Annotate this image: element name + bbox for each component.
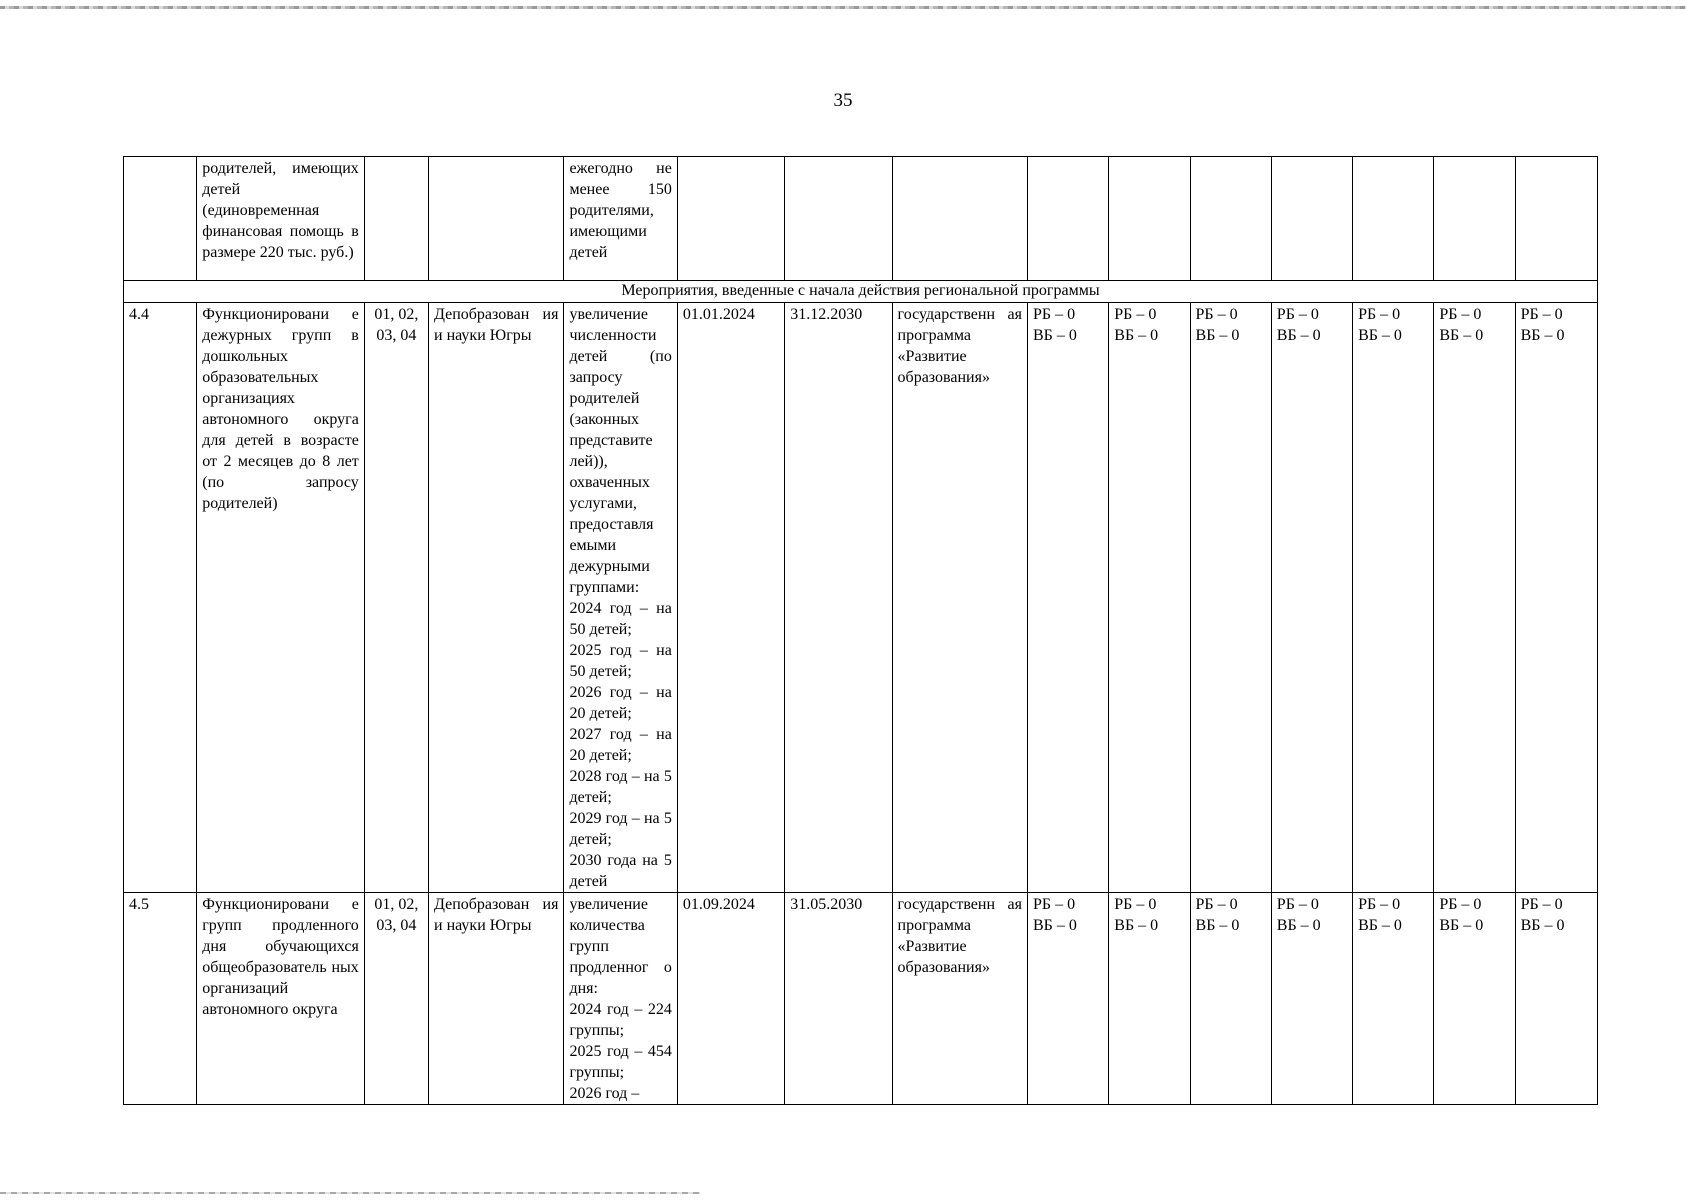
cell-funding	[1515, 157, 1597, 281]
state-program: государственн ая программа «Развитие образования»	[892, 893, 1027, 1105]
row-number: 4.4	[124, 303, 197, 893]
indicator	[564, 303, 677, 893]
funding-rb: РБ – 0	[1276, 306, 1319, 323]
funding-rb: РБ – 0	[1520, 896, 1563, 913]
funding-vb: ВБ – 0	[1520, 327, 1565, 344]
indicator-item: 2030 года на 5 детей	[569, 852, 672, 890]
funding-vb: ВБ – 0	[1276, 917, 1321, 934]
funding-vb: ВБ – 0	[1195, 917, 1240, 934]
indicator-intro: увеличение численности детей (по запросу родителей (законных представите лей)), охваченных услугами, предоставля емыми дежурными группами:	[569, 306, 672, 596]
indicator-item: 2024 год – 224 группы;	[569, 1001, 672, 1039]
funding-cell	[1515, 893, 1597, 1105]
cell-num	[124, 157, 197, 281]
funding-cell	[1271, 303, 1352, 893]
cell-funding	[1190, 157, 1271, 281]
funding-cell	[1109, 893, 1190, 1105]
cell-start	[677, 157, 784, 281]
cell-funding	[1028, 157, 1109, 281]
funding-rb: РБ – 0	[1358, 306, 1401, 323]
funding-rb: РБ – 0	[1114, 306, 1157, 323]
indicator-item: 2024 год – на 50 детей;	[569, 600, 672, 638]
funding-cell	[1353, 303, 1434, 893]
funding-cell	[1028, 893, 1109, 1105]
indicator	[564, 893, 677, 1105]
funding-cell	[1434, 303, 1515, 893]
row-number: 4.5	[124, 893, 197, 1105]
start-date: 01.09.2024	[677, 893, 784, 1105]
funding-vb: ВБ – 0	[1195, 327, 1240, 344]
funding-vb: ВБ – 0	[1276, 327, 1321, 344]
cell-program	[892, 157, 1027, 281]
funding-cell	[1434, 893, 1515, 1105]
carry-over-row	[124, 157, 1598, 281]
section-header: Мероприятия, введенные с начала действия региональной программы	[124, 281, 1598, 303]
funding-rb: РБ – 0	[1114, 896, 1157, 913]
indicator-item: 2026 год – на 20 детей;	[569, 684, 672, 722]
funding-rb: РБ – 0	[1439, 896, 1482, 913]
executor: Депобразован ия и науки Югры	[429, 893, 564, 1105]
table-row	[124, 893, 1598, 1105]
funding-rb: РБ – 0	[1195, 306, 1238, 323]
funding-cell	[1515, 303, 1597, 893]
start-date: 01.01.2024	[677, 303, 784, 893]
task-codes: 01, 02, 03, 04	[364, 303, 428, 893]
cell-funding	[1353, 157, 1434, 281]
funding-rb: РБ – 0	[1033, 306, 1076, 323]
activity-name: Функционировани е групп продленного дня обучающихся общеобразователь ных организаций автономного округа	[197, 893, 365, 1105]
activity-name: Функционировани е дежурных групп в дошкольных образовательных организациях автономного округа для детей в возрасте от 2 месяцев до 8 лет (по запросу родителей)	[197, 303, 365, 893]
funding-cell	[1271, 893, 1352, 1105]
task-codes: 01, 02, 03, 04	[364, 893, 428, 1105]
cell-end	[785, 157, 892, 281]
funding-rb: РБ – 0	[1195, 896, 1238, 913]
funding-vb: ВБ – 0	[1114, 917, 1159, 934]
cell-name: родителей, имеющих детей (единовременная финансовая помощь в размере 220 тыс. руб.)	[197, 157, 365, 281]
funding-vb: ВБ – 0	[1033, 327, 1077, 344]
indicator-item: 2028 год – на 5 детей;	[569, 768, 672, 806]
indicator-item: 2027 год – на 20 детей;	[569, 726, 672, 764]
cell-codes	[364, 157, 428, 281]
cell-executor	[429, 157, 564, 281]
scan-edge-top	[0, 6, 1686, 9]
funding-rb: РБ – 0	[1439, 306, 1482, 323]
indicator-item: 2029 год – на 5 детей;	[569, 810, 672, 848]
funding-vb: ВБ – 0	[1358, 917, 1402, 934]
cell-funding	[1434, 157, 1515, 281]
funding-rb: РБ – 0	[1033, 896, 1076, 913]
funding-rb: РБ – 0	[1520, 306, 1563, 323]
funding-cell	[1028, 303, 1109, 893]
cell-indicator: ежегодно не менее 150 родителями, имеющими детей	[564, 157, 677, 281]
funding-vb: ВБ – 0	[1114, 327, 1159, 344]
funding-cell	[1353, 893, 1434, 1105]
indicator-intro: увеличение количества групп продленног о дня:	[569, 896, 672, 997]
end-date: 31.12.2030	[785, 303, 892, 893]
state-program: государственн ая программа «Развитие образования»	[892, 303, 1027, 893]
executor: Депобразован ия и науки Югры	[429, 303, 564, 893]
cell-funding	[1109, 157, 1190, 281]
program-table	[123, 156, 1598, 1105]
indicator-item: 2026 год –	[569, 1085, 640, 1102]
funding-cell	[1190, 893, 1271, 1105]
page-number: 35	[833, 90, 853, 111]
funding-rb: РБ – 0	[1276, 896, 1319, 913]
funding-vb: ВБ – 0	[1439, 917, 1484, 934]
indicator-item: 2025 год – 454 группы;	[569, 1043, 672, 1081]
funding-rb: РБ – 0	[1358, 896, 1401, 913]
end-date: 31.05.2030	[785, 893, 892, 1105]
table-row	[124, 303, 1598, 893]
funding-vb: ВБ – 0	[1520, 917, 1565, 934]
funding-vb: ВБ – 0	[1033, 917, 1077, 934]
funding-cell	[1109, 303, 1190, 893]
indicator-item: 2025 год – на 50 детей;	[569, 642, 672, 680]
funding-vb: ВБ – 0	[1439, 327, 1484, 344]
section-header-row	[124, 281, 1598, 303]
scan-edge-bottom	[0, 1192, 700, 1194]
funding-cell	[1190, 303, 1271, 893]
funding-vb: ВБ – 0	[1358, 327, 1402, 344]
cell-funding	[1271, 157, 1352, 281]
